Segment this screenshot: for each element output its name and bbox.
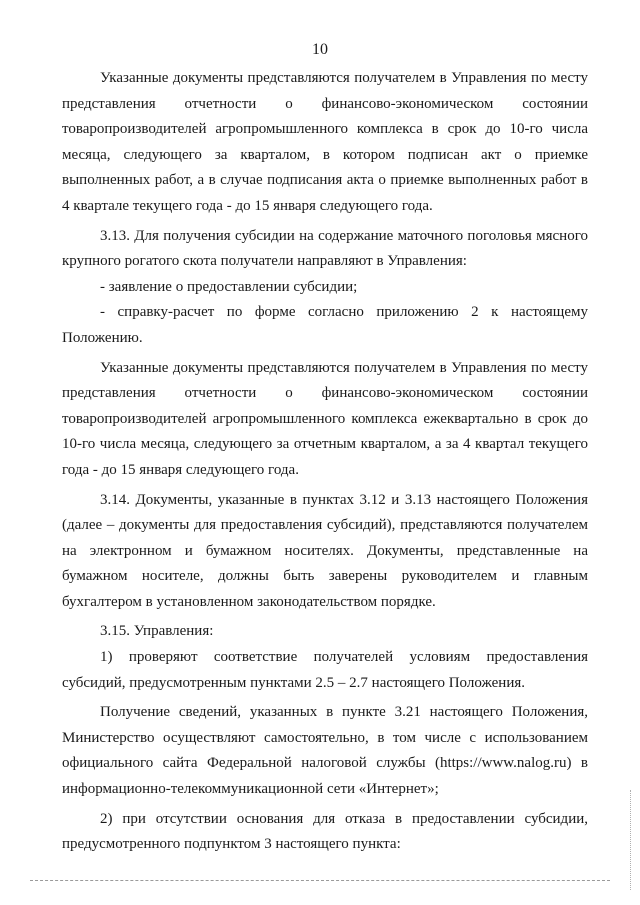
list-item-application: - заявление о предоставлении субсидии; — [100, 278, 358, 295]
paragraph-documents-deadline-cattle: Указанные документы представляются получателем в Управления по месту представления отчетности о финансово-экономическом состоянии товаропроизводителей агропромышленного комплекса ежеквартально в срок до 10-го числа месяца, следующего за отчетным кварталом, а за 4 квартал текущего года - до 15 января следующего года. — [62, 359, 588, 478]
paragraph-3-14: 3.14. Документы, указанные в пунктах 3.12 и 3.13 настоящего Положения (далее – документы для предоставления субсидий), представляются получателем на электронном и бумажном носителях. Документы, представленные на бумажном носителе, должны быть заверены руководителем и главным бухгалтером в установленном законодательством порядке. — [62, 491, 588, 610]
list-item-calculation: - справку-расчет по форме согласно приложению 2 к настоящему Положению. — [62, 304, 588, 346]
paragraph-3-15: 3.15. Управления: — [100, 623, 214, 640]
scan-side-edge — [630, 790, 631, 890]
paragraph-item-1: 1) проверяют соответствие получателей условиям предоставления субсидий, предусмотренным пунктами 2.5 – 2.7 настоящего Положения. — [62, 649, 588, 691]
paragraph-item-2: 2) при отсутствии основания для отказа в предоставлении субсидии, предусмотренного подпунктом 3 настоящего пункта: — [62, 810, 588, 853]
paragraph-3-13: 3.13. Для получения субсидии на содержание маточного поголовья мясного крупного рогатого скота получатели направляют в Управления: — [62, 227, 588, 270]
document-body — [62, 66, 588, 858]
paragraph-information-source: Получение сведений, указанных в пункте 3.21 настоящего Положения, Министерство осуществляют самостоятельно, в том числе с использованием официального сайта Федеральной налоговой службы (https://www.nalog.ru) в информационно-телекоммуникационной сети «Интернет»; — [62, 704, 588, 798]
scan-bottom-edge — [30, 880, 610, 881]
page-number: 10 — [312, 41, 328, 58]
paragraph-documents-deadline-quarterly: Указанные документы представляются получателем в Управления по месту представления отчетности о финансово-экономическом состоянии товаропроизводителей агропромышленного комплекса в срок до 10-го числа месяца, следующего за кварталом, в котором подписан акт о приемке выполненных работ, а в случае подписания акта о приемке выполненных работ в 4 квартале текущего года - до 15 января следующего года. — [62, 70, 588, 214]
